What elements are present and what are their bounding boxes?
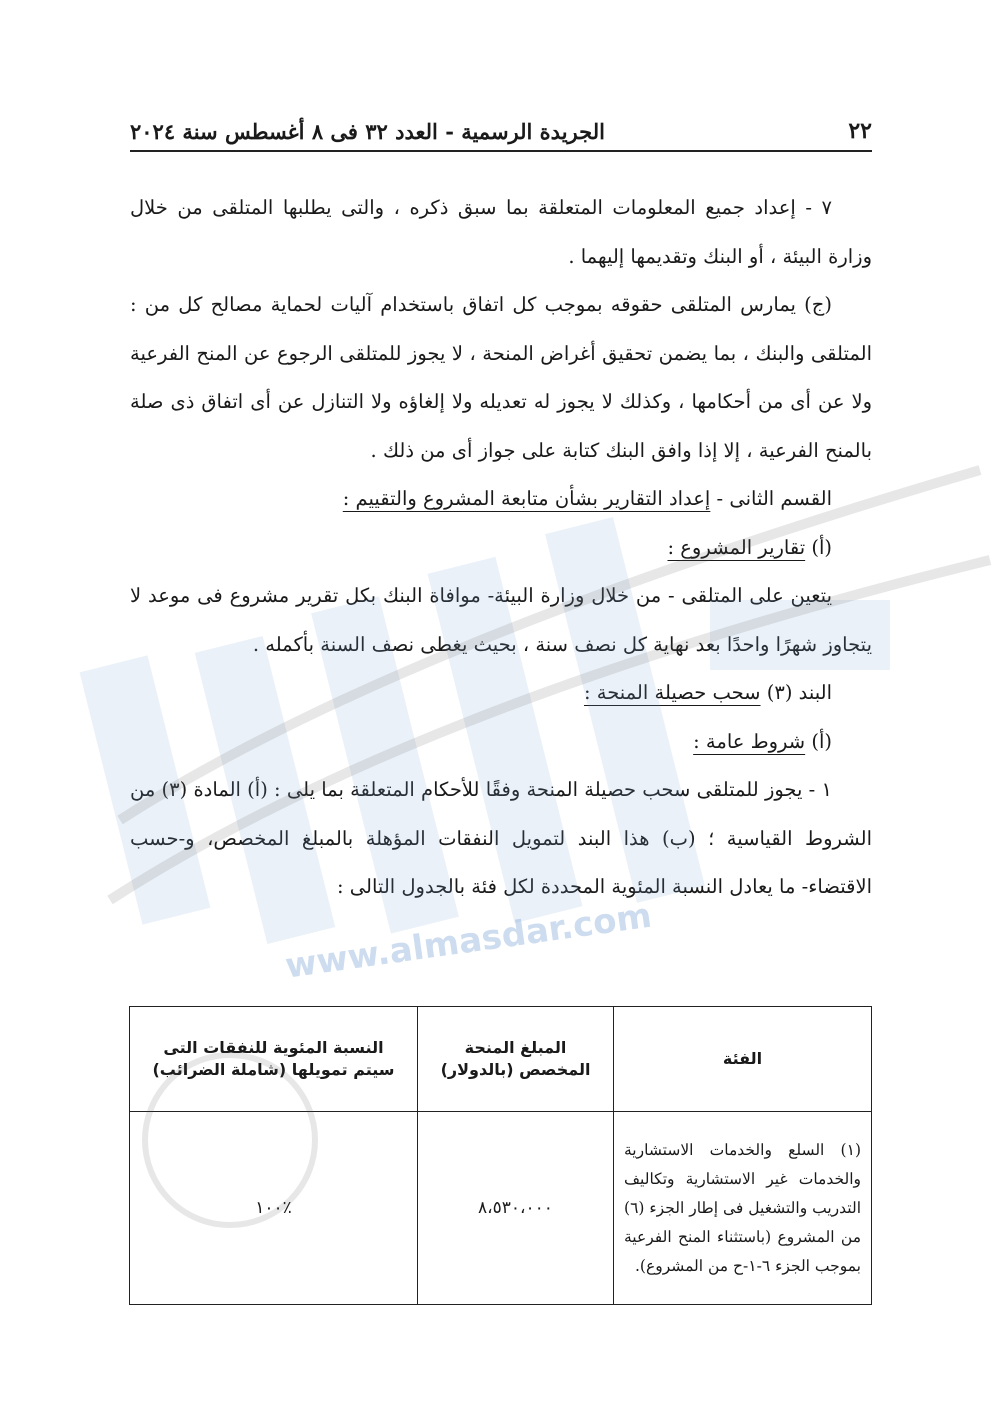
row-category: (١) السلع والخدمات الاستشارية والخدمات غير الاستشارية وتكاليف التدريب والتشغيل فى إطار الجزء (٦) من المشروع (باستثناء المنح الفرعية بموجب الجزء ٦-١-ح من المشروع). bbox=[614, 1112, 872, 1305]
item-7-paragraph: ٧ - إعداد جميع المعلومات المتعلقة بما سبق ذكره ، والتى يطلبها المتلقى من خلال وزارة البيئة ، أو البنك وتقديمها إليهما . bbox=[130, 196, 872, 268]
header-category: الفئة bbox=[614, 1007, 872, 1112]
section-2-prefix: القسم الثانى - bbox=[710, 487, 832, 510]
section-2-heading bbox=[130, 475, 872, 524]
allocation-table bbox=[129, 1006, 872, 1305]
sub-a-prefix: (أ) bbox=[805, 535, 832, 559]
sub-a2-title: شروط عامة : bbox=[693, 729, 806, 753]
clause-3-prefix: البند (٣) bbox=[760, 681, 832, 704]
running-title: الجريدة الرسمية - العدد ٣٢ فى ٨ أغسطس سنة ٢٠٢٤ bbox=[130, 119, 605, 144]
header-percent: النسبة المئوية للنفقات التى سيتم تمويلها (شاملة الضرائب) bbox=[130, 1007, 418, 1112]
row-amount: ٨،٥٣٠،٠٠٠ bbox=[418, 1112, 614, 1305]
sub-a-title: تقارير المشروع : bbox=[667, 535, 806, 559]
clause-3-heading bbox=[130, 669, 872, 718]
project-reports-paragraph: يتعين على المتلقى - من خلال وزارة البيئة- موافاة البنك بكل تقرير مشروع فى موعد لا يتجاوز شهرًا واحدًا بعد نهاية كل نصف سنة ، بحيث يغطى نصف السنة بأكمله . bbox=[130, 584, 872, 656]
header-amount: المبلغ المنحة المخصص (بالدولار) bbox=[418, 1007, 614, 1112]
clause-3-title: سحب حصيلة المنحة : bbox=[583, 681, 761, 704]
allocation-table-wrap bbox=[130, 1006, 872, 1305]
table-header-row bbox=[130, 1007, 872, 1112]
table-row bbox=[130, 1112, 872, 1305]
section-2-title: إعداد التقارير بشأن متابعة المشروع والتقييم : bbox=[342, 487, 711, 510]
clause-c-paragraph: (ج) يمارس المتلقى حقوقه بموجب كل اتفاق باستخدام آليات لحماية مصالح كل من : المتلقى والبنك ، بما يضمن تحقيق أغراض المنحة ، لا يجوز للمتلقى الرجوع عن المنح الفرعية ولا عن أى من أحكامها ، وكذلك لا يجوز له تعديله ولا إلغاؤه ولا التنازل عن أى اتفاق ذى صلة بالمنح الفرعية ، إلا إذا وافق البنك كتابة على جواز أى من ذلك . bbox=[130, 293, 872, 462]
withdrawal-paragraph: ١ - يجوز للمتلقى سحب حصيلة المنحة وفقًا للأحكام المتعلقة بما يلى : (أ) المادة (٣) من الشروط القياسية ؛ (ب) هذا البند لتمويل النفقات المؤهلة بالمبلغ المخصص، و-حسب الاقتضاء- ما يعادل النسبة المئوية المحددة لكل فئة بالجدول التالى : bbox=[130, 778, 872, 898]
sub-a2-heading bbox=[130, 718, 872, 767]
page-header bbox=[130, 112, 872, 152]
row-percent: ٪١٠٠ bbox=[130, 1112, 418, 1305]
watermark-text: www.almasdar.com bbox=[282, 895, 655, 987]
page-number: ٢٢ bbox=[848, 118, 872, 144]
sub-a2-prefix: (أ) bbox=[805, 729, 832, 753]
sub-a-heading bbox=[130, 524, 872, 573]
document-body bbox=[130, 184, 872, 912]
